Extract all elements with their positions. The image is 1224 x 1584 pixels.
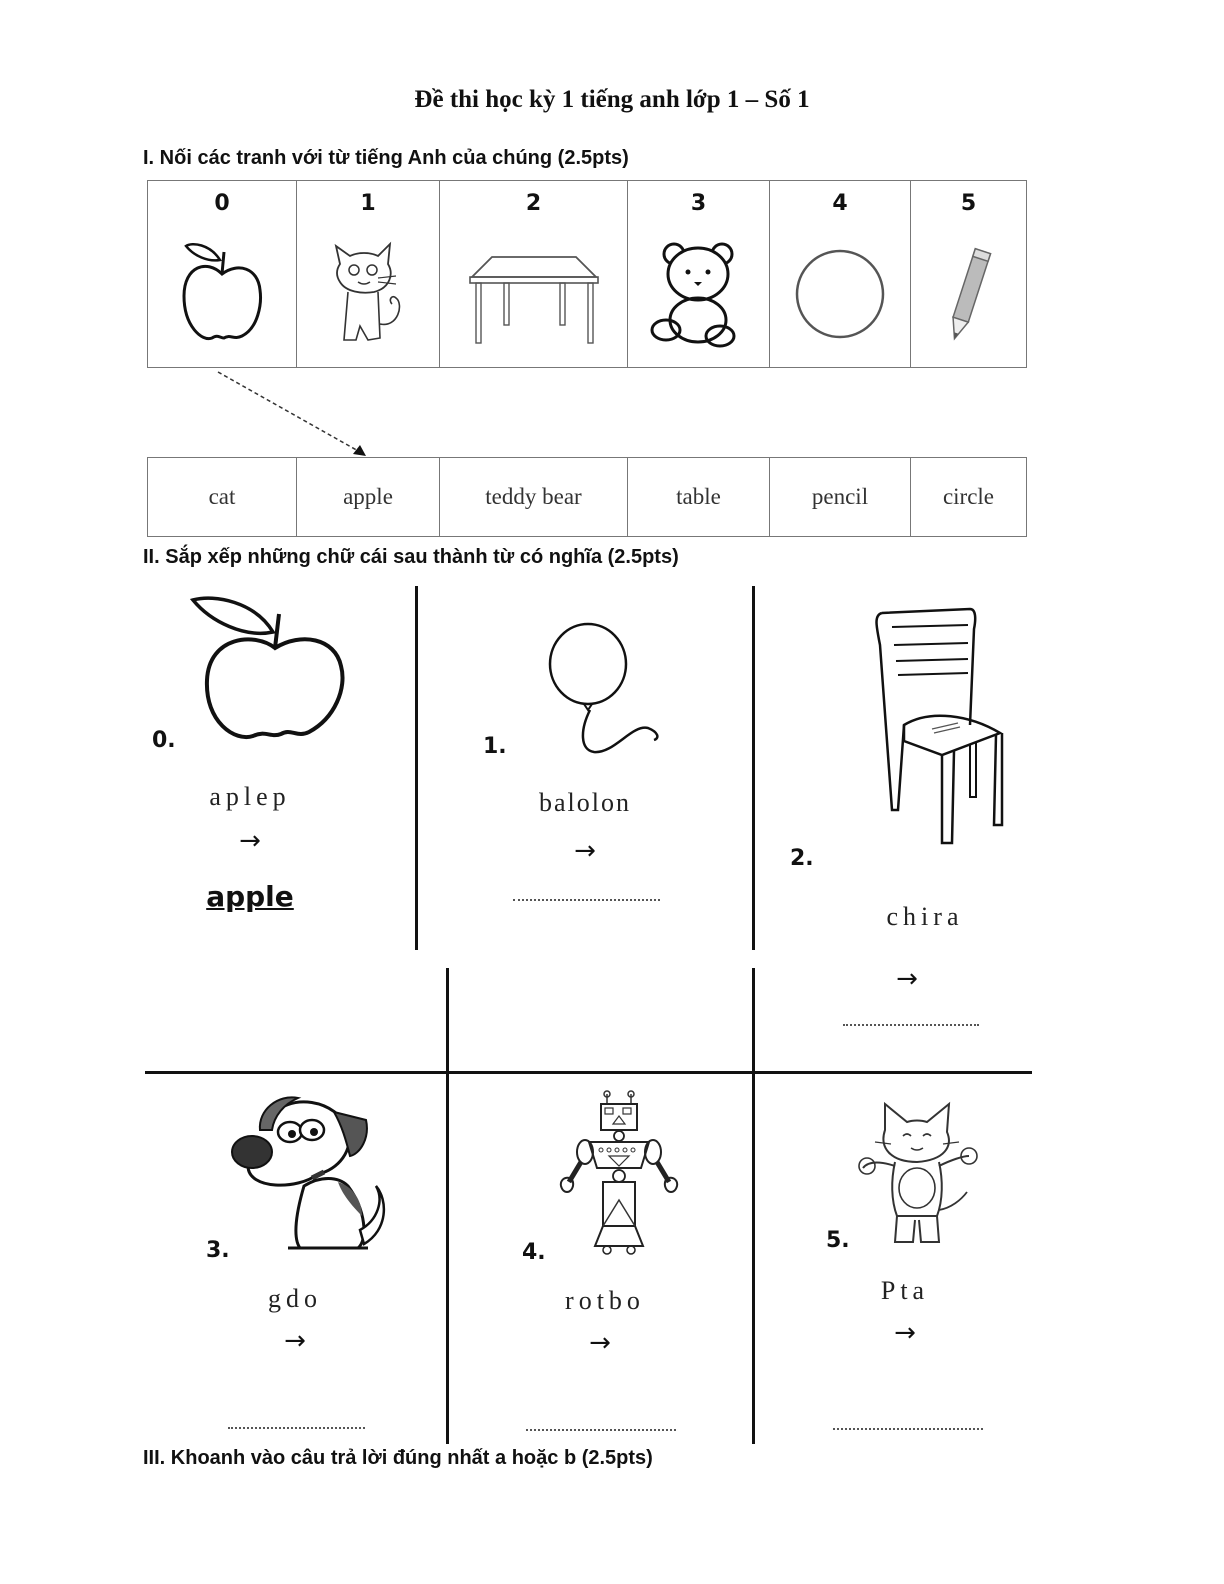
item-number: 5. [826, 1228, 850, 1253]
apple-icon [148, 229, 296, 359]
word-table [147, 457, 1027, 537]
scrambled-word: balolon [539, 788, 631, 817]
picture-cell-1[interactable] [297, 181, 440, 367]
picture-cell-4[interactable] [770, 181, 911, 367]
arrow-icon: → [896, 964, 918, 994]
picture-cell-2[interactable] [440, 181, 628, 367]
page-title: Đề thi học kỳ 1 tiếng anh lớp 1 – Số 1 [414, 86, 810, 113]
dog-icon [228, 1090, 393, 1265]
picture-number: 4 [832, 191, 848, 216]
arrow-icon: → [284, 1326, 306, 1356]
grid-divider [752, 968, 755, 1444]
grid-divider [752, 586, 755, 950]
item-number: 1. [483, 734, 507, 759]
item-number: 4. [522, 1240, 546, 1265]
example-match-arrow [210, 368, 380, 460]
item-number: 3. [206, 1238, 230, 1263]
word-cell[interactable]: cat [148, 458, 297, 536]
scrambled-word: rotbo [565, 1286, 645, 1315]
table-icon [440, 229, 627, 359]
word-cell[interactable]: circle [942, 484, 995, 509]
picture-number: 1 [360, 191, 376, 216]
word-cell[interactable]: teddy bear [440, 458, 628, 536]
grid-divider [415, 586, 418, 950]
scrambled-word: gdo [268, 1284, 322, 1313]
picture-cell-5[interactable] [911, 181, 1026, 367]
scrambled-word: Pta [880, 1276, 930, 1305]
picture-number: 0 [214, 191, 230, 216]
item-number: 2. [790, 846, 814, 871]
picture-cell-3[interactable] [628, 181, 770, 367]
arrow-icon: → [239, 826, 261, 856]
cat-icon [855, 1100, 980, 1255]
answer-blank[interactable] [843, 1024, 979, 1026]
answer-text: apple [206, 880, 294, 913]
pencil-icon [911, 229, 1026, 359]
teddy-bear-icon [628, 229, 769, 359]
circle-icon [770, 229, 910, 359]
apple-icon [185, 592, 355, 757]
picture-table [147, 180, 1027, 368]
section-1-heading: I. Nối các tranh với từ tiếng Anh của chúng (2.5pts) [143, 147, 629, 169]
section-3-heading: III. Khoanh vào câu trả lời đúng nhất a hoặc b (2.5pts) [143, 1447, 653, 1469]
scrambled-word: aplep [209, 782, 291, 811]
item-number: 0. [152, 728, 176, 753]
picture-number: 5 [960, 191, 977, 216]
section-2-heading: II. Sắp xếp những chữ cái sau thành từ có nghĩa (2.5pts) [143, 546, 679, 568]
scrambled-word: chira [886, 902, 964, 931]
arrow-icon: → [589, 1328, 611, 1358]
answer-blank[interactable] [833, 1428, 983, 1430]
answer-blank[interactable] [513, 899, 660, 901]
arrow-icon: → [894, 1318, 916, 1348]
picture-number: 2 [525, 191, 542, 216]
chair-icon [870, 605, 1010, 860]
word-cell[interactable]: apple [297, 458, 440, 536]
balloon-icon [540, 620, 680, 765]
word-cell[interactable]: table [628, 458, 770, 536]
arrow-icon: → [574, 836, 596, 866]
picture-number: 3 [690, 191, 707, 216]
robot-icon [555, 1090, 685, 1265]
word-cell[interactable]: pencil [770, 458, 911, 536]
grid-divider [446, 968, 449, 1444]
cat-icon [297, 229, 439, 359]
answer-blank[interactable] [228, 1427, 365, 1429]
grid-divider [145, 1071, 1032, 1074]
picture-cell-0[interactable] [148, 181, 297, 367]
answer-blank[interactable] [526, 1429, 676, 1431]
